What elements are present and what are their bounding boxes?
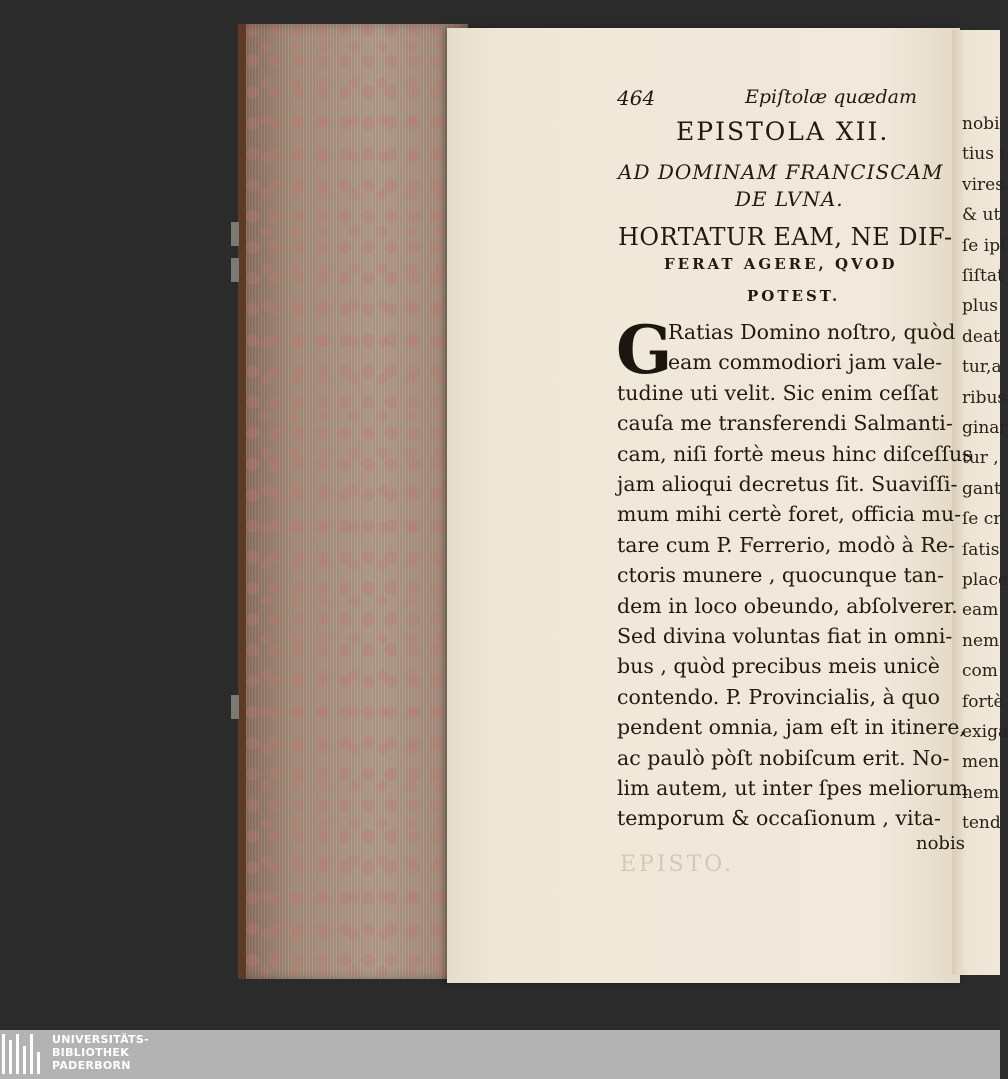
facing-page-line: ſe ipſ [962,235,1007,256]
body-line: cam, niſi fortè meus hinc diſceſſus [617,441,973,466]
library-name [52,1033,149,1072]
body-line: ctoris munere , quocunque tan- [617,563,945,588]
facing-page-line: fortè [962,691,1004,712]
facing-page-line: exiga [962,722,1008,742]
body-line: ac paulò pòſt nobiſcum erit. No- [617,745,950,770]
epistle-title: EPISTOLA XII. [676,117,890,146]
body-line: lim autem, ut inter ſpes meliorum [617,776,969,800]
running-head: Epiſtolæ quædam [745,86,917,108]
library-footer [0,1030,1000,1079]
facing-page-line: tur,a [962,357,1002,378]
facing-page-line: & ut [962,205,1001,226]
facing-page-line: eam [962,600,999,621]
body-line: eam commodiori jam vale- [668,350,943,375]
facing-page-line: vires [962,174,1004,195]
facing-page-line: ſatis [962,539,1000,560]
clasp-upper-2 [231,258,239,282]
body-line: tudine uti velit. Sic enim ceſſat [617,380,939,405]
body-line: jam alioqui decretus ſit. Suaviſſi- [617,472,958,496]
body-line: temporum & occaſionum , vita- [617,806,941,831]
facing-page-line: place [962,570,1008,590]
facing-page-line: men [962,752,1000,773]
body-line: bus , quòd precibus meis unicè [617,654,940,679]
facing-page-line: nem [962,630,1000,651]
body-line: cauſa me transferendi Salmanti- [617,411,953,436]
drop-cap: G [616,311,673,389]
heading-line-3: POTEST. [747,287,841,305]
address-line-1: AD DOMINAM FRANCISCAM [618,160,944,184]
body-line: dem in loco obeundo, abſolverer. [617,593,958,618]
facing-page-line: ginar [962,418,1008,438]
page-number: 464 [617,86,656,110]
facing-page-line: gant. [962,478,1007,499]
clasp-lower [231,695,239,719]
library-name-line-2: BIBLIOTHEK [52,1046,130,1059]
facing-page-line: tius i [962,144,1005,165]
facing-page-line: ſe cr [962,509,1002,530]
body-line: contendo. P. Provincialis, à quo [617,684,941,709]
body-line: Sed divina voluntas fiat in omni- [617,624,953,648]
heading-line-2: FERAT AGERE, QVOD [664,255,898,273]
library-name-line-3: PADERBORN [52,1059,131,1072]
clasp-upper [231,222,239,246]
book-fore-edge [238,24,468,979]
facing-page-line: deat. [962,326,1006,347]
body-line: pendent omnia, jam eſt in itinere, [617,715,966,740]
body-line: mum mihi certè foret, officia mu- [617,502,962,527]
address-line-2: DE LVNA. [735,187,844,211]
facing-page-line: plus [962,296,998,317]
facing-page-line: nobi [962,114,1000,134]
facing-page-line: tur , [962,448,999,469]
facing-page-line: ribus [962,387,1007,408]
body-line: Ratias Domino noſtro, quòd [668,320,956,344]
facing-page-line: com [962,661,998,682]
catchword: nobis [916,833,965,854]
library-name-line-1: UNIVERSITÄTS- [52,1033,149,1046]
facing-page-line: tend [962,813,1001,834]
heading-line-1: HORTATUR EAM, NE DIF- [618,223,953,251]
body-line: tare cum P. Ferrerio, modò à Re- [617,532,955,557]
bleed-through-text: EPISTO. [620,852,735,877]
facing-page-line: nem [962,782,1000,803]
facing-page-line: ſiſtat [962,266,1004,286]
